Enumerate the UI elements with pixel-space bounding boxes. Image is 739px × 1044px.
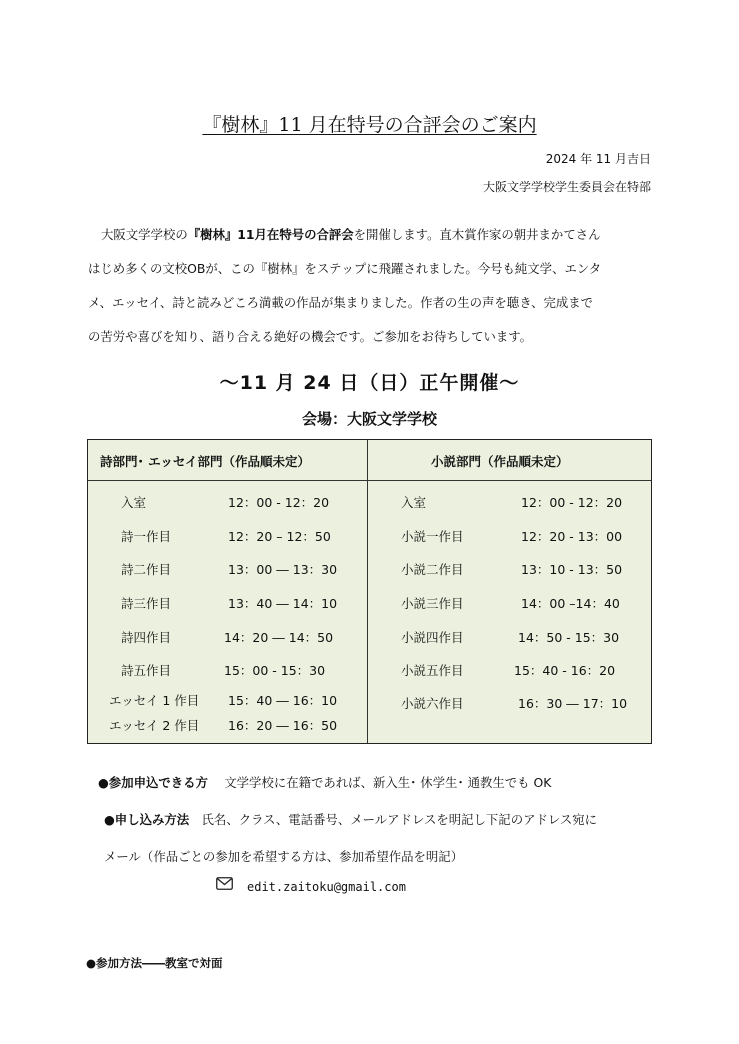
schedule-time: 12：00 - 12：20 bbox=[521, 495, 623, 510]
participation-method: ●参加方法――教室で対面 bbox=[86, 956, 223, 970]
schedule-label: 入室 bbox=[401, 495, 427, 510]
schedule-label: 小説一作目 bbox=[401, 529, 464, 544]
schedule-time: 15：40 ― 16：10 bbox=[228, 693, 338, 708]
poetry-essay-header: 詩部門･ エッセイ部門（作品順未定） bbox=[100, 454, 310, 469]
schedule-label: 小説四作目 bbox=[401, 630, 464, 645]
eligibility-line bbox=[98, 773, 551, 791]
intro-line-4: の苦労や喜びを知り、語り合える絶好の機会です。ご参加をお待ちしています。 bbox=[88, 329, 533, 344]
schedule-label: 詩三作目 bbox=[121, 596, 172, 611]
schedule-time: 16：20 ― 16：50 bbox=[228, 718, 338, 733]
schedule-time: 13：10 - 13：50 bbox=[521, 562, 623, 577]
schedule-time: 14：50 - 15：30 bbox=[518, 630, 620, 645]
header-divider bbox=[88, 480, 651, 481]
eligibility-text: 文学学校に在籍であれば、新入生･ 休学生･ 通教生でも OK bbox=[224, 775, 552, 790]
intro-paragraph bbox=[88, 218, 663, 354]
intro-highlight: 『樹林』11月在特号の合評会 bbox=[187, 227, 354, 242]
method-label: ●申し込み方法 bbox=[104, 812, 190, 827]
schedule-time: 15：00 - 15：30 bbox=[224, 663, 326, 678]
method-line-2: メール（作品ごとの参加を希望する方は、参加希望作品を明記） bbox=[104, 849, 464, 864]
column-divider bbox=[367, 440, 368, 743]
schedule-label: 小説三作目 bbox=[401, 596, 464, 611]
schedule-time: 12：00 - 12：20 bbox=[228, 495, 330, 510]
schedule-label: 詩一作目 bbox=[121, 529, 172, 544]
intro-line-1: 大阪文学学校の『樹林』11月在特号の合評会を開催します。直木賞作家の朝井まかてさん bbox=[101, 227, 601, 242]
schedule-time: 12：20 – 12：50 bbox=[228, 529, 331, 544]
schedule-time: 14：20 ― 14：50 bbox=[224, 630, 334, 645]
venue: 会場：大阪文学学校 bbox=[301, 410, 437, 428]
schedule-time: 14：00 –14：40 bbox=[521, 596, 620, 611]
schedule-label: 小説六作目 bbox=[401, 696, 464, 711]
schedule-table bbox=[87, 439, 652, 744]
schedule-time: 16：30 ― 17：10 bbox=[518, 696, 628, 711]
schedule-label: 詩五作目 bbox=[121, 663, 172, 678]
schedule-label: 入室 bbox=[121, 495, 147, 510]
novel-header: 小説部門（作品順未定） bbox=[431, 454, 569, 469]
schedule-label: 詩二作目 bbox=[121, 562, 172, 577]
schedule-time: 13：40 ― 14：10 bbox=[228, 596, 338, 611]
schedule-label: エッセイ 2 作目 bbox=[109, 718, 200, 733]
schedule-time: 13：00 ― 13：30 bbox=[228, 562, 338, 577]
method-text: 氏名、クラス、電話番号、メールアドレスを明記し下記のアドレス宛に bbox=[201, 812, 598, 827]
method-line bbox=[104, 810, 597, 828]
event-date: ～11 月 24 日（日）正午開催～ bbox=[219, 372, 520, 394]
organizer: 大阪文学学校学生委員会在特部 bbox=[482, 180, 651, 194]
schedule-label: 詩四作目 bbox=[121, 630, 172, 645]
intro-line-3: メ、エッセイ、詩と読みどころ満載の作品が集まりました。作者の生の声を聴き、完成まで bbox=[88, 295, 594, 310]
schedule-label: 小説二作目 bbox=[401, 562, 464, 577]
envelope-icon bbox=[216, 877, 233, 890]
document-date: 2024 年 11 月吉日 bbox=[545, 152, 651, 166]
intro-line-2: はじめ多くの文校OBが、この『樹林』をステップに飛躍されました。今号も純文学、エンタ bbox=[88, 261, 602, 276]
schedule-label: 小説五作目 bbox=[401, 663, 464, 678]
contact-email[interactable]: edit.zaitoku@gmail.com bbox=[247, 880, 406, 894]
schedule-time: 15：40 - 16：20 bbox=[514, 663, 616, 678]
schedule-time: 12：20 - 13：00 bbox=[521, 529, 623, 544]
eligibility-label: ●参加申込できる方 bbox=[98, 775, 208, 790]
schedule-label: エッセイ 1 作目 bbox=[109, 693, 200, 708]
document-title: 『樹林』11 月在特号の合評会のご案内 bbox=[202, 114, 537, 136]
